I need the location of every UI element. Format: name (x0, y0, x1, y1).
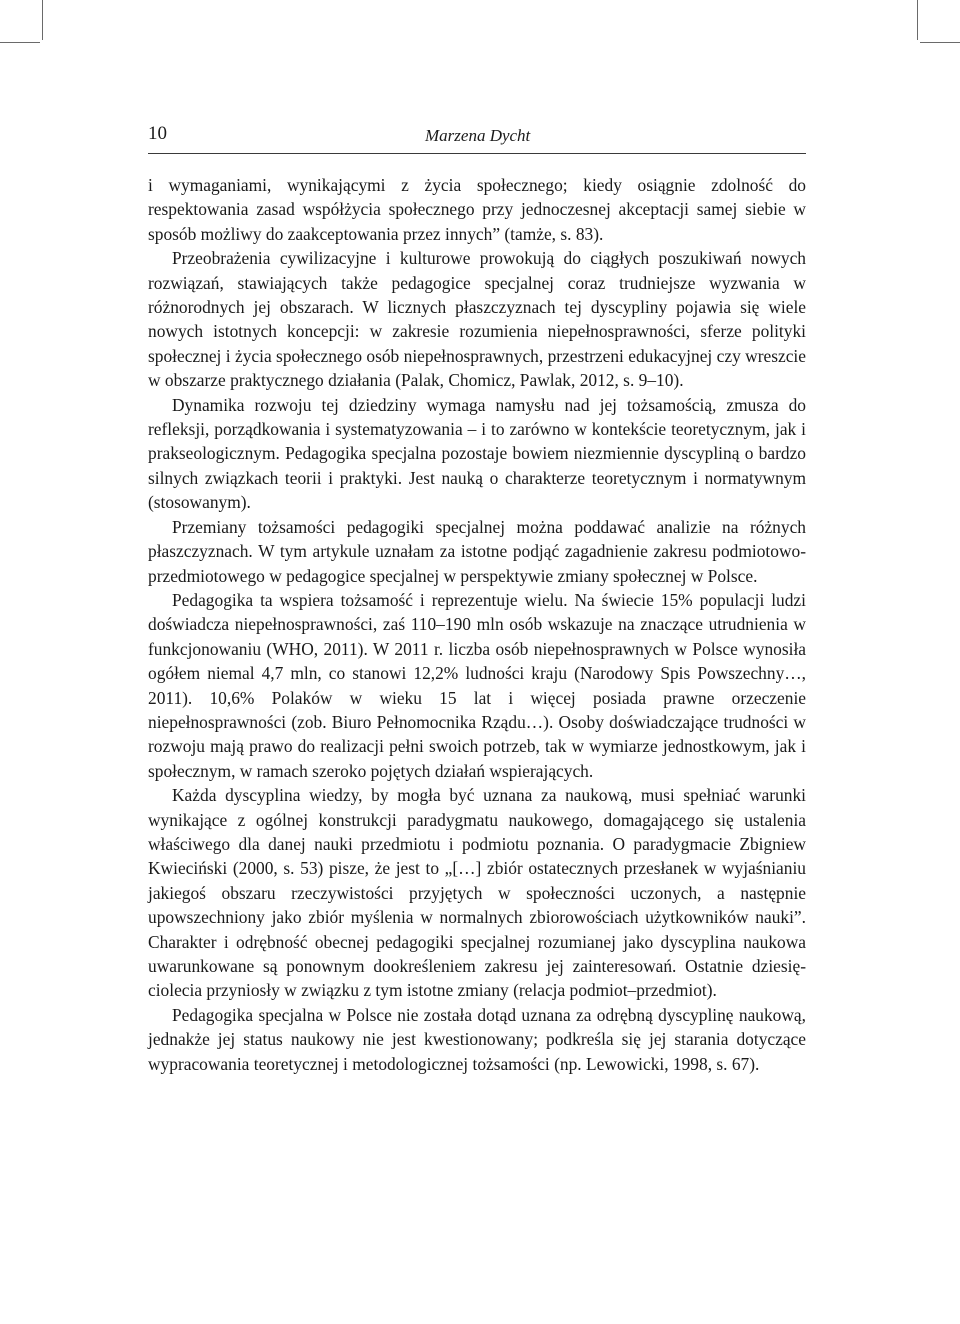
paragraph: Każda dyscyplina wiedzy, by mogła być uznana za naukową, musi spełniać warunki wynikające z ogólnej konstrukcji paradygmatu naukowego, domagającego się ustalenia właściwego dla danej nauki przedmiotu i podmiotu poznania. O paradygmacie Zbigniew Kwieciński (2000, s. 53) pisze, że jest to „[…] zbiór ostatecznych przesłanek w wyjaśnianiu jakiegoś obszaru rzeczywistości przyjętych w społeczności uczonych, a następnie upowszechniony jako zbiór myślenia w normalnych zbiorowościach użytkowników nauki”. Charakter i odrębność obecnej pedagogiki specjalnej rozumianej jako dyscyplina naukowa uwarunkowane są ponownym dookreśleniem zakresu jej zainteresowań. Ostatnie dziesięciolecia przyniosły w związku z tym istotne zmiany (relacja podmiot–przedmiot). (148, 785, 806, 1001)
body-text (148, 173, 806, 1076)
crop-mark (0, 42, 40, 43)
crop-mark (920, 42, 960, 43)
page-header (148, 121, 806, 154)
paragraph: Przemiany tożsamości pedagogiki specjalnej można poddawać analizie na różnych płaszczyznach. W tym artykule uznałam za istotne podjąć zagadnienie zakresu podmiotowo-przedmiotowego w pedagogice specjalnej w perspektywie zmiany społecznej w Polsce. (148, 516, 806, 586)
paragraph: Dynamika rozwoju tej dziedziny wymaga namysłu nad jej tożsamością, zmusza do refleksji, porządkowania i systematyzowania – i to zarówno w kontekście teoretycznym, jak i prakseologicznym. Pedagogika specjalna pozostaje bowiem niezmiennie dyscypliną o bardzo silnych związkach teorii i praktyki. Jest nauką o charakterze teoretycznym i normatywnym (stosowanym). (148, 394, 806, 513)
crop-mark (42, 0, 43, 40)
paragraph: Pedagogika ta wspiera tożsamość i reprezentuje wielu. Na świecie 15% populacji ludzi doświadcza niepełnosprawności, zaś 110–190 mln osób wskazuje na znaczące utrudnienia w funkcjonowaniu (WHO, 2011). W 2011 r. liczba osób niepełnosprawnych w Polsce wynosiła ogółem niemal 4,7 mln, co stanowi 12,2% ludności kraju (Narodowy Spis Powszechny…, 2011). 10,6% Polaków w wieku 15 lat i więcej posiada prawne orzeczenie niepełnosprawności (zob. Biuro Pełnomocnika Rządu…). Osoby doświadczające trudności w rozwoju mają prawo do realizacji pełni swoich potrzeb, tak w wymiarze jednostkowym, jak i społecznym, w ramach szeroko pojętych działań wspierających. (148, 589, 806, 781)
paragraph: i wymaganiami, wynikającymi z życia społecznego; kiedy osiągnie zdolność do respektowania zasad współżycia społecznego przy jednoczesnej akceptacji samej siebie w sposób możliwy do zaakceptowania przez innych” (tamże, s. 83). (148, 175, 806, 244)
paragraph: Pedagogika specjalna w Polsce nie została dotąd uznana za odrębną dyscyplinę naukową, jednakże jej status naukowy nie jest kwestionowany; podkreśla się jej starania dotyczące wypracowania teoretycznej i metodologicznej tożsamości (np. Lewowicki, 1998, s. 67). (148, 1004, 806, 1074)
crop-mark (917, 0, 918, 40)
running-head-author: Marzena Dycht (425, 126, 531, 145)
paragraph: Przeobrażenia cywilizacyjne i kulturowe prowokują do ciągłych poszukiwań nowych rozwiązań, stawiających także pedagogice specjalnej coraz trudniejsze wyzwania w różnorodnych jej obszarach. W licznych płaszczyznach tej dyscypliny pojawia się wiele nowych istotnych koncepcji: w zakresie rozumienia niepełnosprawności, sferze polityki społecznej i życia społecznego osób niepełnosprawnych, przestrzeni edukacyjnej czy wreszcie w obszarze praktycznego działania (Palak, Chomicz, Pawlak, 2012, s. 9–10). (148, 248, 806, 391)
page-number: 10 (148, 123, 167, 144)
